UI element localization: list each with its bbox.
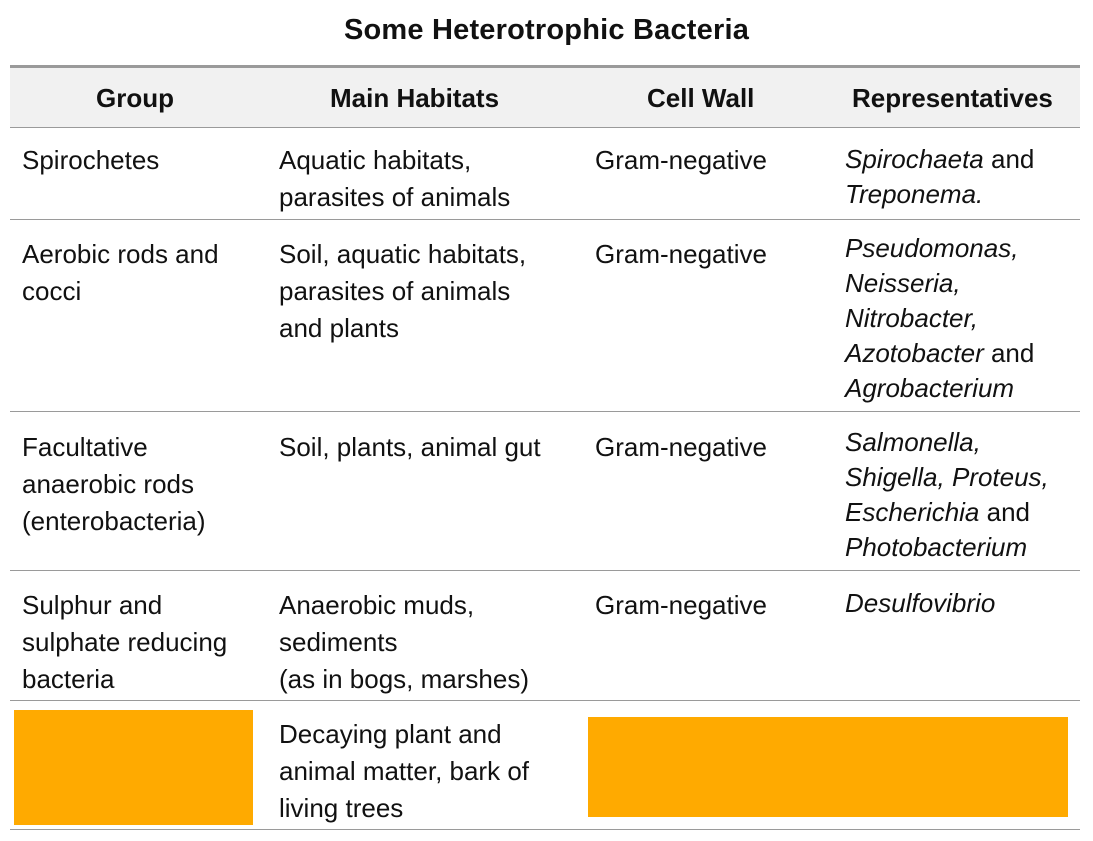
genus-name: Agrobacterium (845, 373, 1015, 403)
cell-group (22, 142, 159, 179)
cell-line: living trees (279, 793, 404, 823)
cell-line (845, 425, 1049, 460)
header-cell-wall: Cell Wall (647, 83, 755, 113)
cell-line: parasites of animals (279, 182, 511, 212)
redaction-block-group (14, 710, 253, 825)
cell-line (845, 530, 1049, 565)
header-main-habitats: Main Habitats (330, 83, 500, 113)
cell-line (845, 495, 1049, 530)
cell-line (845, 231, 1034, 266)
header-representatives: Representatives (852, 83, 1053, 113)
cell-representatives (845, 586, 995, 621)
cell-main-habitats (279, 236, 526, 347)
cell-line: and plants (279, 313, 399, 343)
cell-line: sediments (279, 627, 398, 657)
cell-line: Soil, aquatic habitats, (279, 239, 527, 269)
header-group: Group (96, 83, 174, 113)
cell-cell-wall: Gram-negative (595, 590, 767, 620)
cell-main-habitats (279, 716, 529, 827)
conjunction: and (983, 338, 1035, 368)
row-divider (10, 411, 1080, 412)
genus-name: Neisseria, (845, 268, 961, 298)
cell-group (22, 429, 206, 540)
cell-representatives (845, 425, 1049, 565)
cell-line: Aerobic rods and (22, 239, 219, 269)
genus-name: Desulfovibrio (845, 588, 996, 618)
genus-name: Nitrobacter, (845, 303, 978, 333)
cell-line: Decaying plant and (279, 719, 502, 749)
cell-line: Anaerobic muds, (279, 590, 475, 620)
top-rule (10, 65, 1080, 68)
cell-cell-wall: Gram-negative (595, 145, 767, 175)
genus-name: Spirochaeta (845, 144, 984, 174)
cell-group (22, 587, 227, 698)
cell-cell-wall: Gram-negative (595, 239, 767, 269)
cell-line (845, 460, 1049, 495)
genus-name: Photobacterium (845, 532, 1028, 562)
row-divider (10, 219, 1080, 220)
cell-line: sulphate reducing (22, 627, 228, 657)
cell-line: Soil, plants, animal gut (279, 432, 541, 462)
genus-name: Escherichia (845, 497, 980, 527)
cell-line: Spirochetes (22, 145, 160, 175)
genus-name: Pseudomonas, (845, 233, 1019, 263)
cell-representatives (845, 142, 1034, 212)
cell-line: bacteria (22, 664, 115, 694)
cell-line: (as in bogs, marshes) (279, 664, 529, 694)
cell-group (22, 236, 219, 310)
redaction-block-details (588, 717, 1068, 817)
cell-representatives (845, 231, 1034, 406)
cell-line: parasites of animals (279, 276, 511, 306)
row-divider (10, 570, 1080, 571)
cell-line (845, 177, 1034, 212)
genus-name: Salmonella, (845, 427, 981, 457)
cell-main-habitats (279, 429, 541, 466)
cell-main-habitats (279, 142, 510, 216)
cell-line (845, 336, 1034, 371)
genus-name: Shigella, Proteus, (845, 462, 1049, 492)
cell-line: anaerobic rods (22, 469, 194, 499)
cell-line (845, 371, 1034, 406)
cell-line (845, 142, 1034, 177)
header-rule (10, 127, 1080, 128)
cell-line (845, 301, 1034, 336)
cell-line: animal matter, bark of (279, 756, 529, 786)
cell-line: Sulphur and (22, 590, 163, 620)
cell-line (845, 266, 1034, 301)
cell-line: (enterobacteria) (22, 506, 206, 536)
cell-line (845, 586, 995, 621)
cell-line: Facultative (22, 432, 148, 462)
row-divider (10, 829, 1080, 830)
table-title: Some Heterotrophic Bacteria (343, 14, 750, 46)
genus-name: Treponema. (845, 179, 984, 209)
cell-cell-wall: Gram-negative (595, 432, 767, 462)
genus-name: Azotobacter (845, 338, 984, 368)
row-divider (10, 700, 1080, 701)
cell-line: Aquatic habitats, (279, 145, 472, 175)
conjunction: and (983, 144, 1035, 174)
conjunction: and (979, 497, 1031, 527)
cell-main-habitats (279, 587, 529, 698)
cell-line: cocci (22, 276, 82, 306)
